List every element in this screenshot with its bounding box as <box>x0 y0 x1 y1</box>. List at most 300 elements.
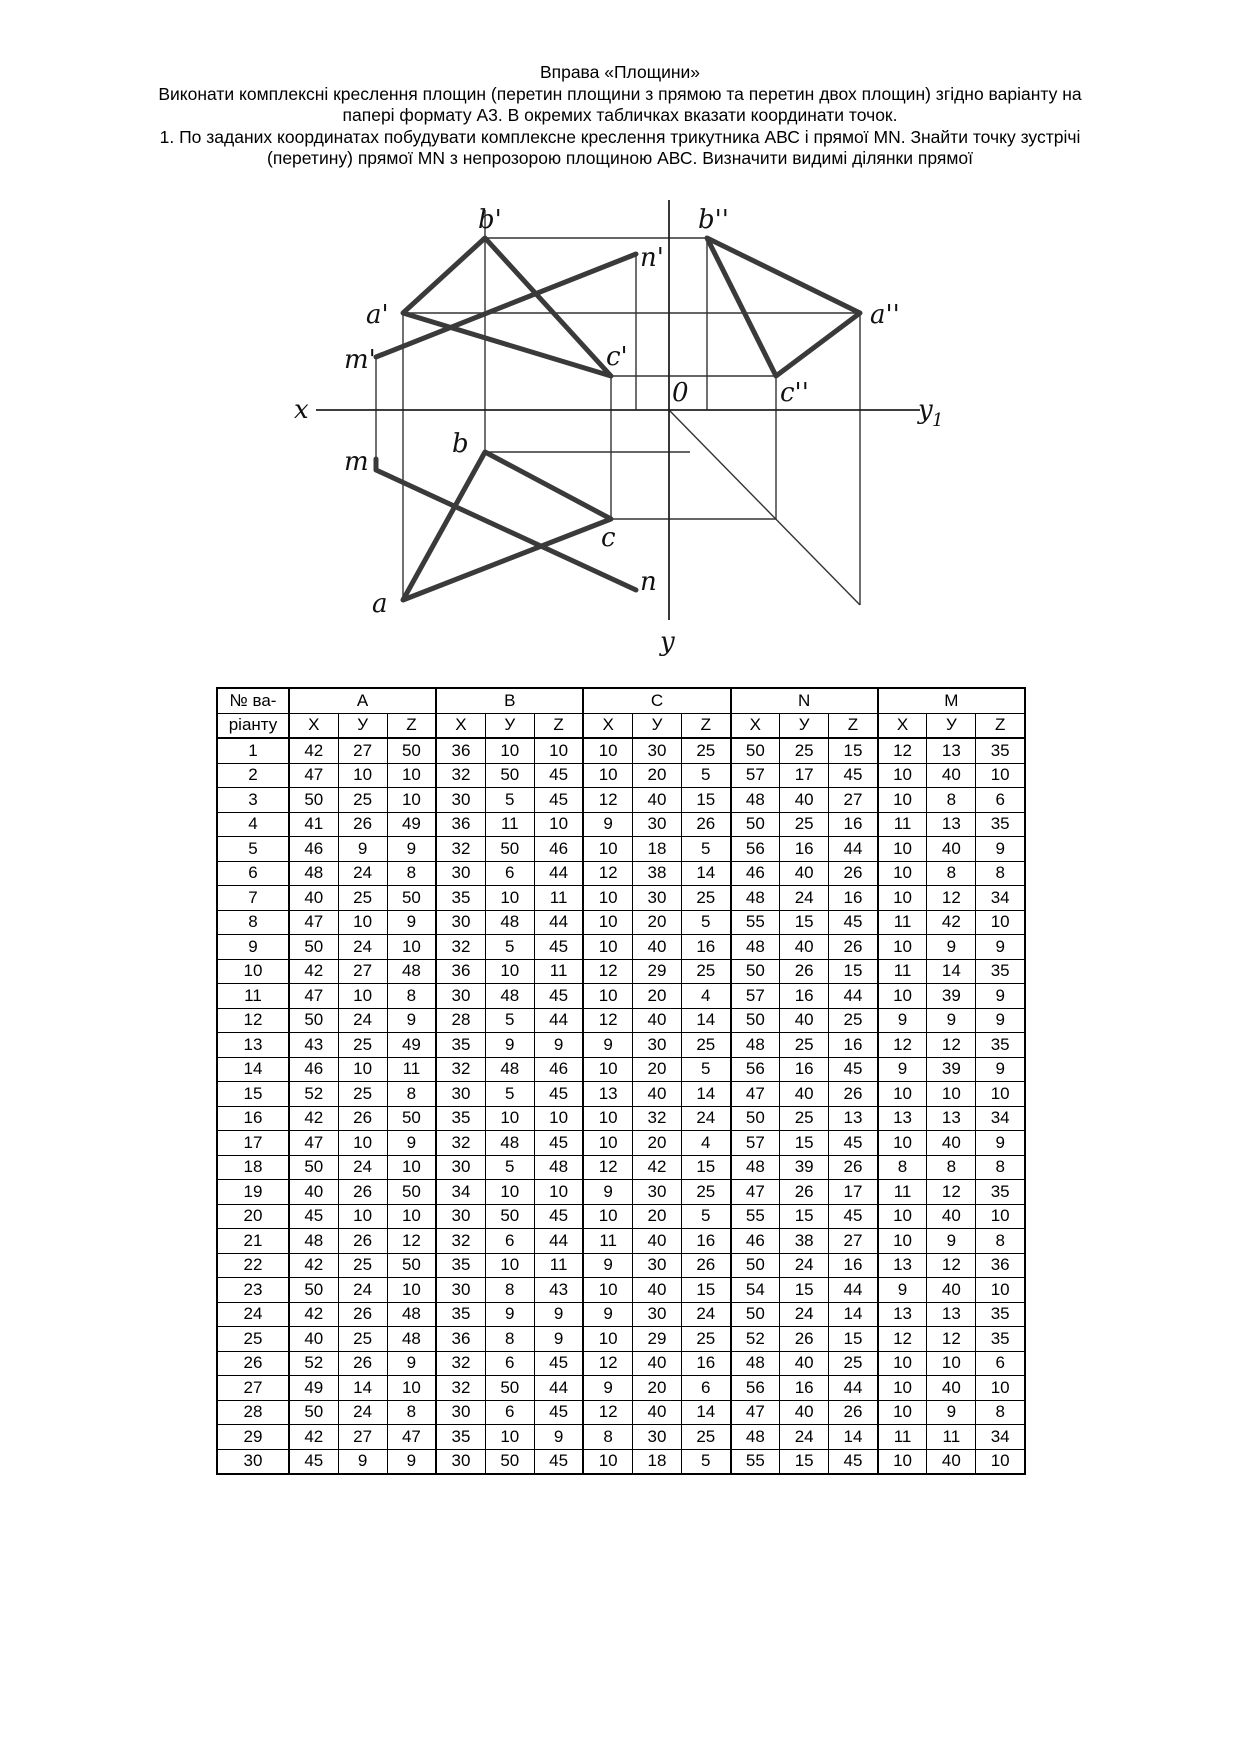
table-row <box>217 1008 1025 1033</box>
coordinate-cell: 50 <box>485 837 534 862</box>
coord-header: Z <box>534 713 583 738</box>
coordinate-cell: 10 <box>583 1057 632 1082</box>
variant-number-cell: 13 <box>217 1033 289 1058</box>
coordinate-cell: 26 <box>338 812 387 837</box>
coordinate-cell: 8 <box>387 861 436 886</box>
coordinate-cell: 32 <box>436 1376 485 1401</box>
coordinate-cell: 8 <box>976 1400 1025 1425</box>
table-row <box>217 984 1025 1009</box>
coordinate-cell: 6 <box>485 1400 534 1425</box>
coordinate-cell: 16 <box>780 1376 829 1401</box>
coordinate-cell: 39 <box>927 984 976 1009</box>
coordinate-cell: 16 <box>780 984 829 1009</box>
coordinate-cell: 6 <box>976 788 1025 813</box>
coordinate-cell: 39 <box>780 1155 829 1180</box>
coord-header: У <box>780 713 829 738</box>
coordinate-cell: 12 <box>583 1155 632 1180</box>
coordinate-cell: 40 <box>632 1082 681 1107</box>
variant-number-cell: 20 <box>217 1204 289 1229</box>
coord-header: X <box>289 713 338 738</box>
coordinate-cell: 45 <box>829 763 878 788</box>
coordinate-cell: 10 <box>878 1376 927 1401</box>
label-x-axis: x <box>294 395 309 425</box>
coordinate-cell: 25 <box>682 1425 731 1450</box>
coordinate-cell: 9 <box>338 837 387 862</box>
coordinate-cell: 20 <box>632 984 681 1009</box>
table-row <box>217 812 1025 837</box>
coordinate-cell: 43 <box>289 1033 338 1058</box>
coord-header: Z <box>682 713 731 738</box>
coordinate-cell: 50 <box>387 886 436 911</box>
coordinate-cell: 55 <box>731 1449 780 1474</box>
coordinate-cell: 30 <box>436 984 485 1009</box>
coordinate-cell: 24 <box>780 886 829 911</box>
coordinate-cell: 55 <box>731 910 780 935</box>
coordinate-cell: 10 <box>878 1449 927 1474</box>
coordinate-cell: 24 <box>780 1425 829 1450</box>
coordinate-cell: 12 <box>583 959 632 984</box>
coordinate-cell: 10 <box>583 935 632 960</box>
coordinate-cell: 10 <box>878 1082 927 1107</box>
coordinate-cell: 42 <box>289 1302 338 1327</box>
coordinate-cell: 30 <box>436 1204 485 1229</box>
coordinate-cell: 10 <box>387 788 436 813</box>
coordinate-cell: 9 <box>976 837 1025 862</box>
coordinate-cell: 11 <box>878 1180 927 1205</box>
coordinate-cell: 13 <box>927 1302 976 1327</box>
coordinate-cell: 50 <box>731 1302 780 1327</box>
coordinate-cell: 26 <box>829 1400 878 1425</box>
coordinate-cell: 8 <box>387 984 436 1009</box>
coordinate-cell: 24 <box>682 1106 731 1131</box>
coordinate-cell: 16 <box>780 1057 829 1082</box>
coordinate-cell: 30 <box>632 1425 681 1450</box>
coordinate-cell: 50 <box>289 1278 338 1303</box>
coordinate-cell: 9 <box>534 1302 583 1327</box>
coordinate-cell: 50 <box>387 1180 436 1205</box>
coordinate-cell: 9 <box>878 1057 927 1082</box>
coordinate-cell: 11 <box>387 1057 436 1082</box>
coordinate-cell: 40 <box>927 1449 976 1474</box>
coordinate-cell: 8 <box>976 861 1025 886</box>
coordinate-cell: 8 <box>927 788 976 813</box>
coordinate-cell: 12 <box>927 1033 976 1058</box>
coordinate-cell: 5 <box>485 935 534 960</box>
coordinate-cell: 40 <box>927 837 976 862</box>
coordinate-cell: 35 <box>976 738 1025 763</box>
table-row <box>217 788 1025 813</box>
coordinate-cell: 52 <box>731 1327 780 1352</box>
coordinate-cell: 10 <box>387 1204 436 1229</box>
coordinate-cell: 35 <box>436 886 485 911</box>
coordinate-cell: 12 <box>927 1327 976 1352</box>
coordinate-cell: 16 <box>780 837 829 862</box>
coordinate-cell: 56 <box>731 1057 780 1082</box>
coordinate-cell: 9 <box>583 1033 632 1058</box>
label-m1: m' <box>344 345 376 375</box>
coordinate-cell: 57 <box>731 763 780 788</box>
coordinate-cell: 10 <box>583 1204 632 1229</box>
coordinate-cell: 44 <box>829 984 878 1009</box>
coordinate-cell: 44 <box>534 861 583 886</box>
coordinate-cell: 44 <box>829 837 878 862</box>
coordinate-cell: 29 <box>632 1327 681 1352</box>
label-n1: n' <box>640 243 664 273</box>
task-line: 1. По заданих координатах побудувати комплексне креслення трикутника АВС і прямої MN. Знайти точку зустрічі <box>159 126 1081 147</box>
coordinate-cell: 40 <box>927 1376 976 1401</box>
coordinate-cell: 12 <box>878 1033 927 1058</box>
coordinate-cell: 44 <box>534 1376 583 1401</box>
variant-number-cell: 7 <box>217 886 289 911</box>
coordinate-cell: 46 <box>289 837 338 862</box>
coordinate-cell: 48 <box>387 1302 436 1327</box>
coordinate-cell: 10 <box>338 1057 387 1082</box>
table-row <box>217 1400 1025 1425</box>
coordinate-cell: 42 <box>289 1253 338 1278</box>
coordinate-cell: 46 <box>534 1057 583 1082</box>
point-n-header: N <box>731 688 878 713</box>
label-a: a <box>372 589 388 619</box>
coordinate-cell: 12 <box>583 861 632 886</box>
coord-header: У <box>632 713 681 738</box>
variant-number-cell: 3 <box>217 788 289 813</box>
coordinate-cell: 8 <box>485 1278 534 1303</box>
coordinate-cell: 9 <box>583 1253 632 1278</box>
coordinate-cell: 10 <box>976 910 1025 935</box>
coordinate-cell: 9 <box>387 910 436 935</box>
object-lines <box>376 238 860 600</box>
coordinate-cell: 47 <box>289 763 338 788</box>
label-y1-subscript: 1 <box>932 410 944 431</box>
point-c-header: C <box>583 688 730 713</box>
coordinate-cell: 45 <box>534 935 583 960</box>
coordinate-cell: 34 <box>976 1425 1025 1450</box>
coordinate-cell: 10 <box>338 910 387 935</box>
coordinate-cell: 35 <box>976 1180 1025 1205</box>
coordinate-cell: 47 <box>289 984 338 1009</box>
coordinate-cell: 8 <box>387 1400 436 1425</box>
table-row <box>217 1057 1025 1082</box>
coordinate-cell: 10 <box>878 1131 927 1156</box>
coordinate-cell: 25 <box>682 1033 731 1058</box>
coordinate-cell: 50 <box>387 738 436 763</box>
coordinate-cell: 10 <box>485 959 534 984</box>
coordinate-cell: 45 <box>534 788 583 813</box>
coordinate-cell: 13 <box>927 1106 976 1131</box>
variant-number-cell: 2 <box>217 763 289 788</box>
coordinate-cell: 47 <box>289 1131 338 1156</box>
coordinate-cell: 12 <box>927 1180 976 1205</box>
coordinate-cell: 30 <box>632 812 681 837</box>
coordinate-cell: 50 <box>289 1400 338 1425</box>
table-row <box>217 959 1025 984</box>
coordinate-cell: 11 <box>878 1425 927 1450</box>
coordinate-cell: 32 <box>436 935 485 960</box>
coordinate-cell: 48 <box>485 1131 534 1156</box>
coordinate-cell: 52 <box>289 1351 338 1376</box>
coordinate-cell: 13 <box>878 1253 927 1278</box>
table-row <box>217 1082 1025 1107</box>
coordinate-cell: 8 <box>583 1425 632 1450</box>
coordinate-cell: 9 <box>534 1327 583 1352</box>
coordinate-cell: 9 <box>534 1425 583 1450</box>
coordinate-cell: 26 <box>682 812 731 837</box>
coordinate-cell: 10 <box>878 1229 927 1254</box>
instruction-line: Виконати комплексні креслення площин (перетин площини з прямою та перетин двох площин) згідно варіанту на <box>158 83 1082 104</box>
coordinate-cell: 6 <box>485 1351 534 1376</box>
coordinate-cell: 11 <box>878 959 927 984</box>
coordinate-cell: 36 <box>436 1327 485 1352</box>
coordinate-cell: 10 <box>534 1106 583 1131</box>
coordinate-cell: 9 <box>387 1351 436 1376</box>
variant-header: № ва- <box>217 688 289 713</box>
coord-header: Z <box>387 713 436 738</box>
coordinate-cell: 48 <box>485 910 534 935</box>
label-c1: c' <box>606 342 628 372</box>
coordinate-cell: 50 <box>485 1449 534 1474</box>
coordinate-cell: 10 <box>583 763 632 788</box>
coordinate-cell: 10 <box>583 837 632 862</box>
coordinate-cell: 9 <box>387 837 436 862</box>
label-a2: a'' <box>870 300 900 330</box>
coordinate-cell: 18 <box>632 1449 681 1474</box>
coordinate-cell: 42 <box>289 1106 338 1131</box>
coordinate-cell: 8 <box>485 1327 534 1352</box>
coordinate-cell: 39 <box>927 1057 976 1082</box>
coordinate-cell: 35 <box>436 1253 485 1278</box>
coordinate-cell: 8 <box>976 1229 1025 1254</box>
coordinate-cell: 9 <box>976 1131 1025 1156</box>
coordinate-cell: 20 <box>632 1057 681 1082</box>
variant-number-cell: 14 <box>217 1057 289 1082</box>
coordinate-cell: 14 <box>682 1400 731 1425</box>
coordinate-cell: 26 <box>682 1253 731 1278</box>
coordinate-cell: 16 <box>829 812 878 837</box>
coordinates-table <box>216 687 1026 1475</box>
coordinate-cell: 27 <box>829 1229 878 1254</box>
coordinate-cell: 15 <box>682 788 731 813</box>
coordinate-cell: 36 <box>436 738 485 763</box>
coordinate-cell: 10 <box>338 984 387 1009</box>
coordinate-cell: 26 <box>338 1302 387 1327</box>
variant-number-cell: 26 <box>217 1351 289 1376</box>
coordinate-cell: 40 <box>780 1351 829 1376</box>
coordinate-cell: 50 <box>289 935 338 960</box>
coordinate-cell: 4 <box>682 984 731 1009</box>
coordinate-cell: 48 <box>534 1155 583 1180</box>
coordinate-cell: 10 <box>878 1204 927 1229</box>
coordinate-cell: 48 <box>731 1155 780 1180</box>
coordinate-cell: 24 <box>338 1278 387 1303</box>
orthographic-drawing <box>280 195 960 665</box>
coordinate-cell: 12 <box>387 1229 436 1254</box>
coordinate-cell: 10 <box>485 738 534 763</box>
coordinate-cell: 30 <box>632 738 681 763</box>
coordinate-cell: 5 <box>682 837 731 862</box>
coordinate-cell: 10 <box>387 763 436 788</box>
coordinate-cell: 10 <box>583 738 632 763</box>
coordinate-cell: 40 <box>927 763 976 788</box>
coordinate-cell: 16 <box>829 1033 878 1058</box>
coordinate-cell: 40 <box>632 1400 681 1425</box>
coordinate-cell: 15 <box>780 1131 829 1156</box>
coordinate-cell: 32 <box>436 1131 485 1156</box>
coordinate-cell: 46 <box>731 861 780 886</box>
coordinate-cell: 13 <box>878 1106 927 1131</box>
variant-number-cell: 30 <box>217 1449 289 1474</box>
coordinate-cell: 35 <box>976 959 1025 984</box>
coordinate-cell: 10 <box>878 861 927 886</box>
coordinate-cell: 15 <box>829 738 878 763</box>
coordinate-cell: 30 <box>436 861 485 886</box>
coordinate-cell: 27 <box>338 1425 387 1450</box>
coordinate-cell: 20 <box>632 1204 681 1229</box>
table-row <box>217 1351 1025 1376</box>
coordinate-cell: 25 <box>682 738 731 763</box>
coordinate-cell: 9 <box>976 984 1025 1009</box>
coordinate-cell: 8 <box>878 1155 927 1180</box>
coordinate-cell: 40 <box>927 1131 976 1156</box>
coordinate-cell: 40 <box>632 1008 681 1033</box>
coordinate-cell: 10 <box>485 1253 534 1278</box>
coordinate-cell: 30 <box>436 788 485 813</box>
coordinate-cell: 40 <box>289 1327 338 1352</box>
coordinate-cell: 44 <box>534 1008 583 1033</box>
constant-line <box>669 410 860 605</box>
coordinate-cell: 9 <box>583 1180 632 1205</box>
coordinate-cell: 45 <box>289 1204 338 1229</box>
coordinate-cell: 45 <box>534 1131 583 1156</box>
coordinate-cell: 4 <box>682 1131 731 1156</box>
coordinate-cell: 40 <box>632 1229 681 1254</box>
coordinate-cell: 48 <box>731 935 780 960</box>
coordinate-cell: 28 <box>436 1008 485 1033</box>
point-a-header: A <box>289 688 436 713</box>
coordinate-cell: 45 <box>829 1449 878 1474</box>
label-o: 0 <box>672 378 689 408</box>
coordinate-cell: 10 <box>534 1180 583 1205</box>
coordinate-cell: 27 <box>338 738 387 763</box>
coordinate-cell: 45 <box>534 1082 583 1107</box>
coordinate-cell: 36 <box>976 1253 1025 1278</box>
coordinate-cell: 30 <box>436 910 485 935</box>
label-c2: c'' <box>780 378 809 408</box>
coordinate-cell: 10 <box>387 1278 436 1303</box>
coordinate-cell: 26 <box>829 935 878 960</box>
table-row <box>217 910 1025 935</box>
coordinate-cell: 5 <box>485 1082 534 1107</box>
coordinate-cell: 45 <box>829 910 878 935</box>
coordinate-cell: 24 <box>338 1155 387 1180</box>
coordinate-cell: 20 <box>632 910 681 935</box>
coordinate-cell: 40 <box>632 1278 681 1303</box>
label-y1-axis: y <box>918 395 933 425</box>
coordinate-cell: 11 <box>927 1425 976 1450</box>
coordinate-cell: 14 <box>682 1082 731 1107</box>
coordinate-cell: 25 <box>682 959 731 984</box>
coordinate-cell: 52 <box>289 1082 338 1107</box>
coordinate-cell: 34 <box>976 886 1025 911</box>
coordinate-cell: 35 <box>436 1425 485 1450</box>
coordinate-cell: 10 <box>976 1376 1025 1401</box>
coordinate-cell: 9 <box>878 1008 927 1033</box>
coordinate-cell: 10 <box>583 1327 632 1352</box>
variant-number-cell: 22 <box>217 1253 289 1278</box>
coordinate-cell: 32 <box>436 1229 485 1254</box>
coordinate-cell: 32 <box>436 763 485 788</box>
variant-number-cell: 29 <box>217 1425 289 1450</box>
coordinate-cell: 36 <box>436 812 485 837</box>
variant-number-cell: 28 <box>217 1400 289 1425</box>
coordinate-cell: 48 <box>485 1057 534 1082</box>
label-a1: a' <box>366 300 389 330</box>
point-b-header: B <box>436 688 583 713</box>
coordinate-cell: 55 <box>731 1204 780 1229</box>
coordinate-cell: 24 <box>338 935 387 960</box>
coordinate-cell: 57 <box>731 1131 780 1156</box>
coordinate-cell: 46 <box>731 1229 780 1254</box>
coordinate-cell: 25 <box>338 1327 387 1352</box>
table-header-row-points <box>217 688 1025 713</box>
coordinate-cell: 34 <box>976 1106 1025 1131</box>
triangle-abc-horizontal <box>403 452 611 600</box>
coordinate-cell: 14 <box>682 861 731 886</box>
coordinate-cell: 25 <box>682 886 731 911</box>
coordinate-cell: 10 <box>927 1351 976 1376</box>
coordinate-cell: 50 <box>731 812 780 837</box>
coordinate-cell: 35 <box>436 1106 485 1131</box>
coordinate-cell: 50 <box>485 1376 534 1401</box>
coordinate-cell: 42 <box>289 1425 338 1450</box>
coordinate-cell: 10 <box>387 935 436 960</box>
coordinate-cell: 10 <box>534 738 583 763</box>
coordinate-cell: 16 <box>682 935 731 960</box>
coordinate-cell: 30 <box>632 1302 681 1327</box>
coordinate-cell: 14 <box>338 1376 387 1401</box>
coordinate-cell: 24 <box>780 1253 829 1278</box>
coordinate-cell: 48 <box>387 959 436 984</box>
coordinate-cell: 9 <box>534 1033 583 1058</box>
table-row <box>217 1131 1025 1156</box>
coord-header: У <box>927 713 976 738</box>
coordinate-cell: 34 <box>436 1180 485 1205</box>
coordinate-cell: 50 <box>387 1106 436 1131</box>
coordinate-cell: 11 <box>878 910 927 935</box>
coordinate-cell: 50 <box>731 1253 780 1278</box>
coordinate-cell: 9 <box>583 1376 632 1401</box>
coordinate-cell: 12 <box>583 1008 632 1033</box>
coordinate-cell: 11 <box>878 812 927 837</box>
coordinate-cell: 10 <box>878 1400 927 1425</box>
table-row <box>217 935 1025 960</box>
coordinate-cell: 50 <box>731 1008 780 1033</box>
coordinate-cell: 40 <box>632 935 681 960</box>
label-m: m <box>344 447 369 477</box>
coordinate-cell: 24 <box>780 1302 829 1327</box>
coordinate-cell: 9 <box>927 1008 976 1033</box>
coordinate-cell: 50 <box>289 788 338 813</box>
coordinate-cell: 15 <box>780 910 829 935</box>
coordinate-cell: 12 <box>583 1351 632 1376</box>
coordinate-cell: 5 <box>682 1449 731 1474</box>
coordinate-cell: 40 <box>289 886 338 911</box>
coordinate-cell: 25 <box>780 812 829 837</box>
coordinate-cell: 38 <box>780 1229 829 1254</box>
table-row <box>217 1425 1025 1450</box>
label-c: c <box>601 523 616 553</box>
variant-number-cell: 8 <box>217 910 289 935</box>
coordinate-cell: 10 <box>583 1106 632 1131</box>
